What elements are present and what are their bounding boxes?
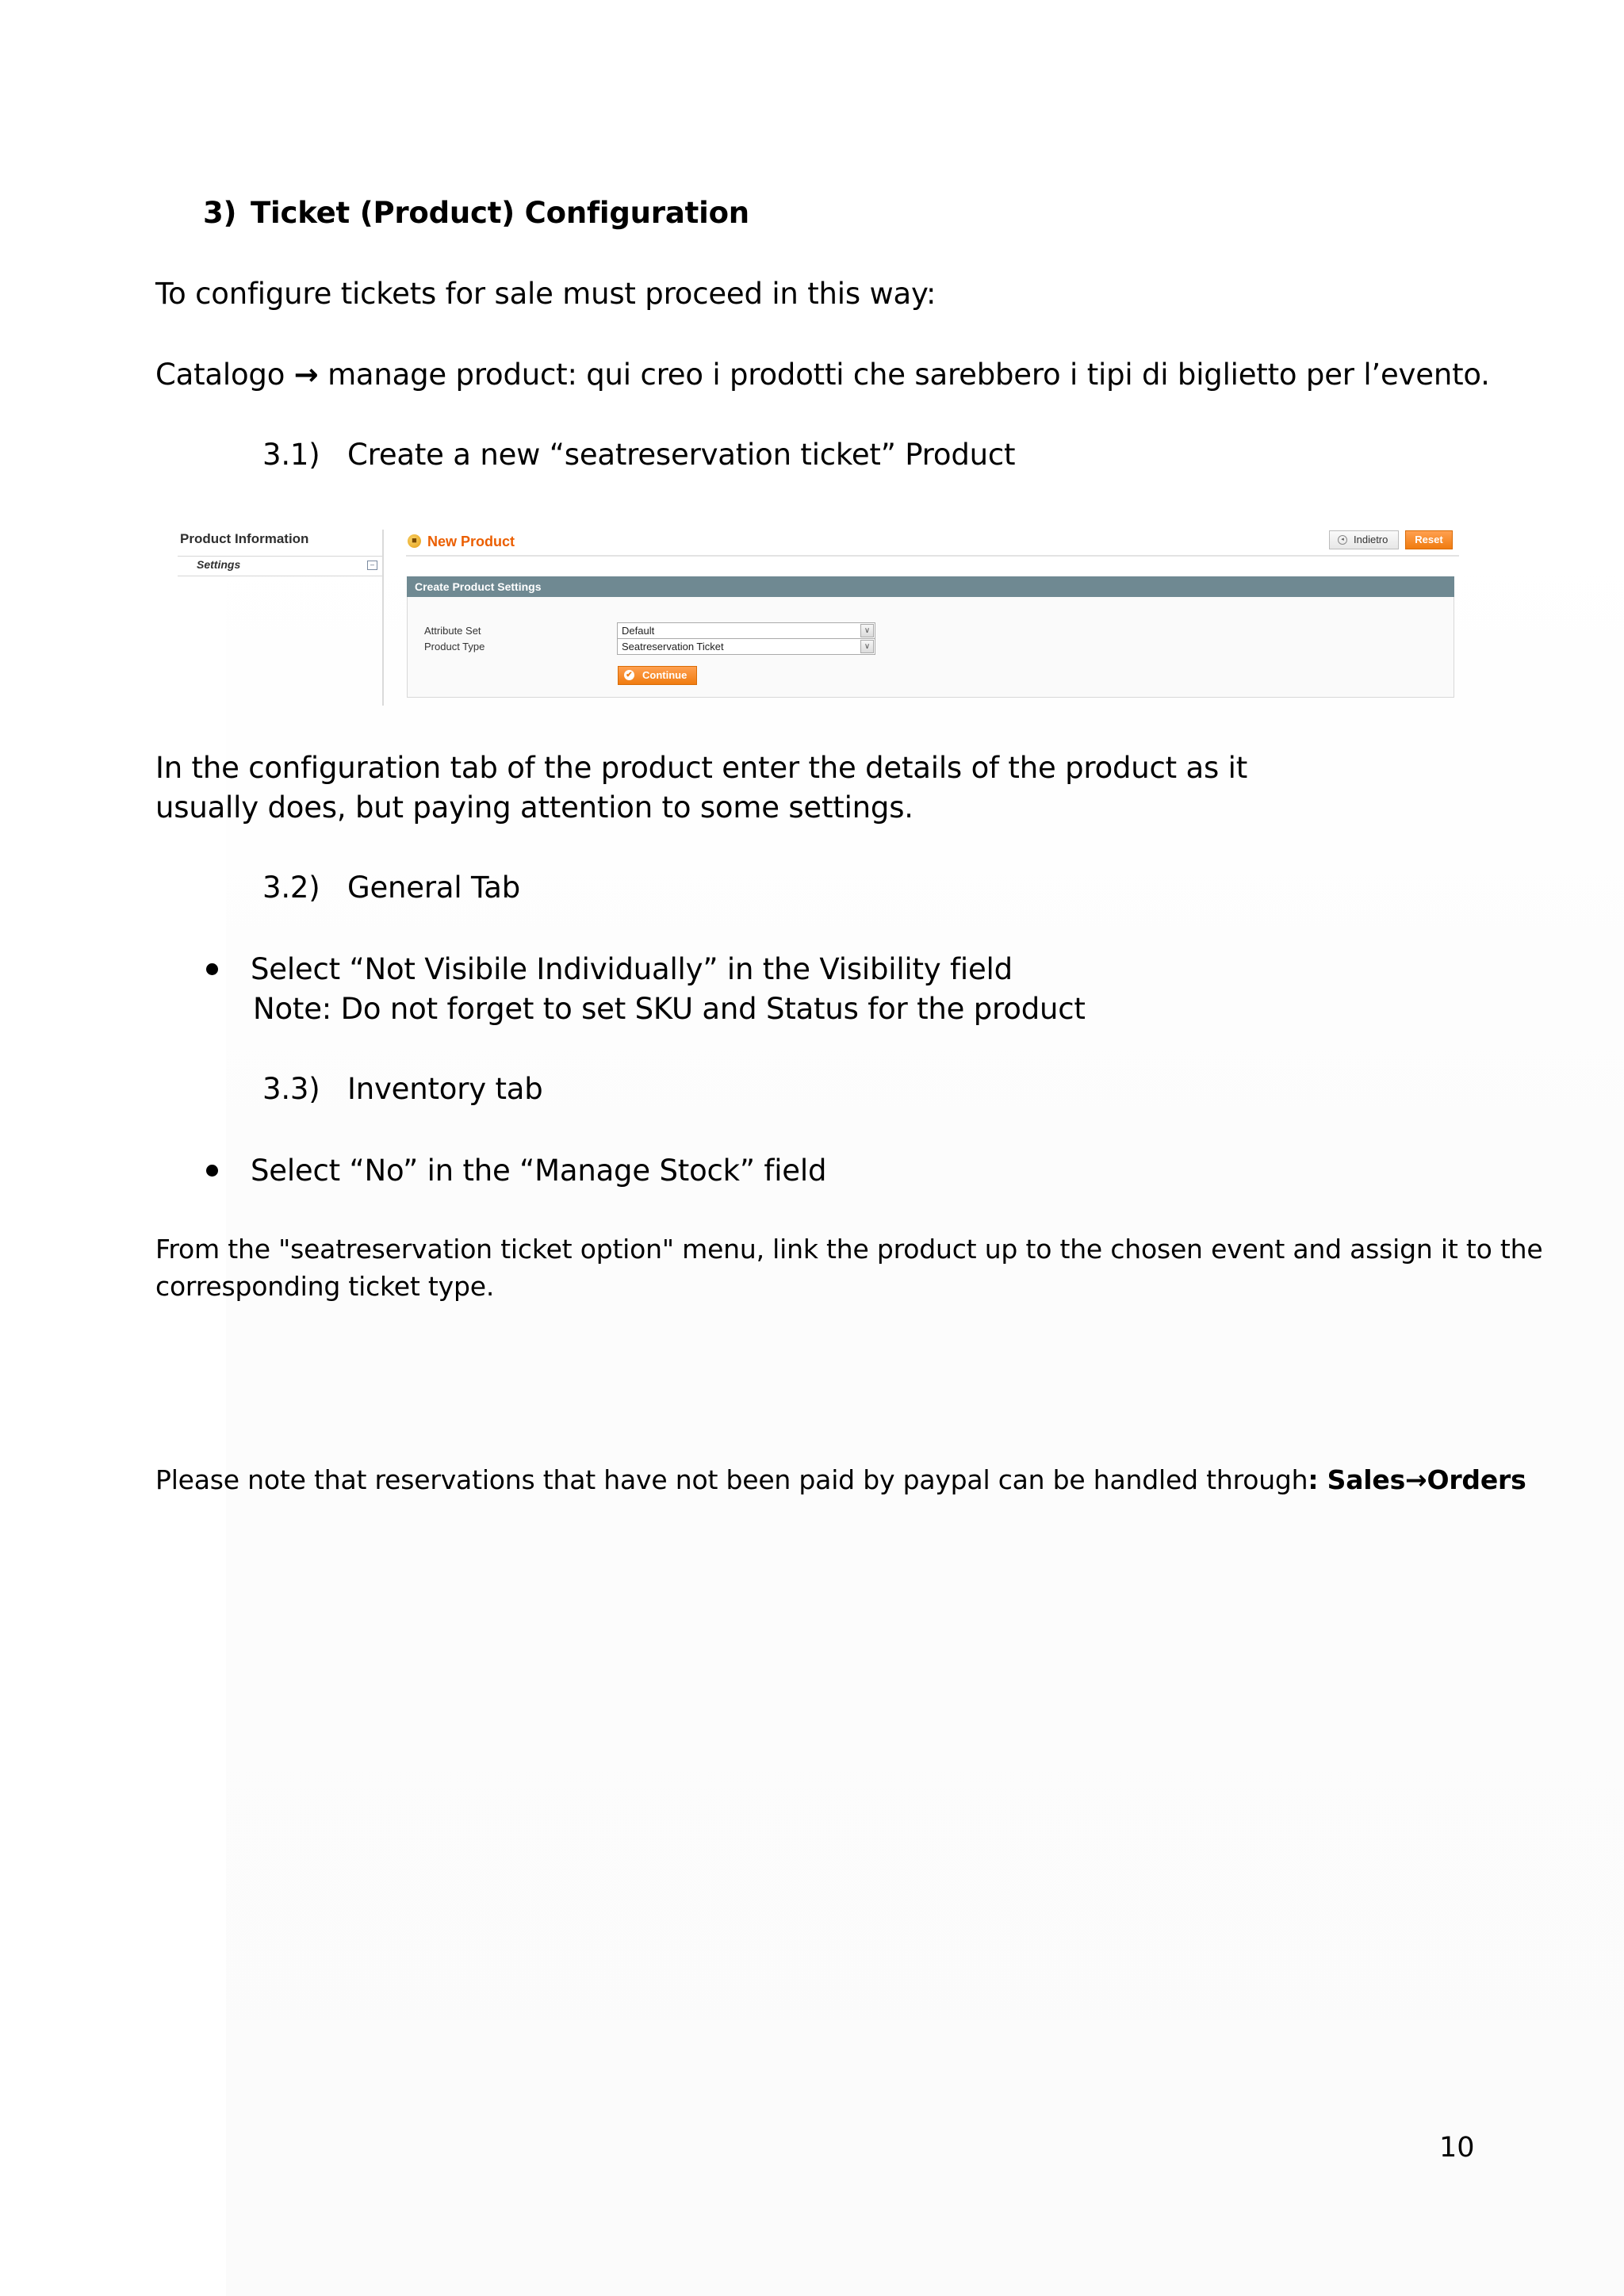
subsection-number-3-1: 3.1) (262, 438, 320, 472)
back-button-label: Indietro (1354, 534, 1388, 545)
subsection-title-3-2: General Tab (347, 871, 521, 905)
sidebar-title: Product Information (180, 531, 309, 546)
collapse-icon[interactable]: – (367, 561, 377, 570)
sidebar-item-label: Settings (197, 558, 241, 571)
checkmark-icon: ✔ (624, 670, 634, 680)
paypal-note-orders: Orders (1427, 1464, 1526, 1495)
section-title: Ticket (Product) Configuration (251, 196, 749, 230)
attribute-set-select[interactable] (617, 622, 875, 639)
page-number: 10 (1439, 2132, 1475, 2164)
section-number: 3) (203, 196, 237, 230)
intro-text: To configure tickets for sale must proceed in this way: (155, 277, 936, 311)
product-type-select[interactable] (617, 638, 875, 655)
catalog-line (155, 355, 1490, 395)
arrow-right-icon: → (1405, 1464, 1427, 1495)
paypal-note-text: Please note that reservations that have not been paid by paypal can be handled through (155, 1464, 1308, 1495)
catalog-description: manage product: qui creo i prodotti che sarebbero i tipi di biglietto per l’evento. (327, 358, 1490, 392)
attribute-set-label: Attribute Set (424, 625, 481, 637)
paypal-note (155, 1461, 1526, 1498)
option-text-line-1: From the "seatreservation ticket option" menu, link the product up to the chosen event and assign it to the (155, 1234, 1543, 1265)
subsection-number-3-3: 3.3) (262, 1072, 320, 1106)
sidebar-item-settings[interactable] (178, 556, 382, 576)
arrow-right-icon: → (293, 358, 319, 392)
sidebar-divider (382, 530, 384, 706)
reset-button[interactable]: Reset (1405, 530, 1453, 549)
config-text-line-1: In the configuration tab of the product enter the details of the product as it (155, 751, 1248, 785)
product-box-icon: ■ (408, 534, 421, 548)
subsection-title-3-1: Create a new “seatreservation ticket” Product (347, 438, 1016, 472)
general-bullet-text: Select “Not Visibile Individually” in the Visibility field (251, 952, 1013, 986)
bullet-icon (206, 963, 218, 975)
config-text-line-2: usually does, but paying attention to some settings. (155, 790, 914, 825)
option-text-line-2: corresponding ticket type. (155, 1271, 495, 1302)
product-type-value: Seatreservation Ticket (622, 641, 724, 652)
attribute-set-value: Default (622, 625, 655, 637)
subsection-title-3-3: Inventory tab (347, 1072, 543, 1106)
continue-button-label: Continue (642, 669, 688, 681)
product-type-label: Product Type (424, 641, 485, 652)
bullet-icon (206, 1165, 218, 1177)
back-button[interactable] (1329, 530, 1399, 549)
section-body (407, 597, 1454, 698)
inventory-bullet-text: Select “No” in the “Manage Stock” field (251, 1154, 827, 1188)
subsection-number-3-2: 3.2) (262, 871, 320, 905)
header-divider (406, 555, 1459, 557)
back-arrow-icon: ◂ (1338, 535, 1347, 545)
chevron-down-icon: ∨ (860, 624, 874, 637)
section-header-title: Create Product Settings (415, 580, 542, 593)
chevron-down-icon: ∨ (860, 640, 874, 653)
general-bullet-note: Note: Do not forget to set SKU and Status for the product (253, 992, 1086, 1026)
page-title: New Product (427, 534, 515, 549)
catalog-label: Catalogo (155, 358, 285, 392)
continue-button[interactable] (618, 666, 697, 685)
paypal-note-sales: : Sales (1308, 1464, 1406, 1495)
section-header (407, 576, 1454, 597)
admin-screenshot (176, 525, 1459, 709)
